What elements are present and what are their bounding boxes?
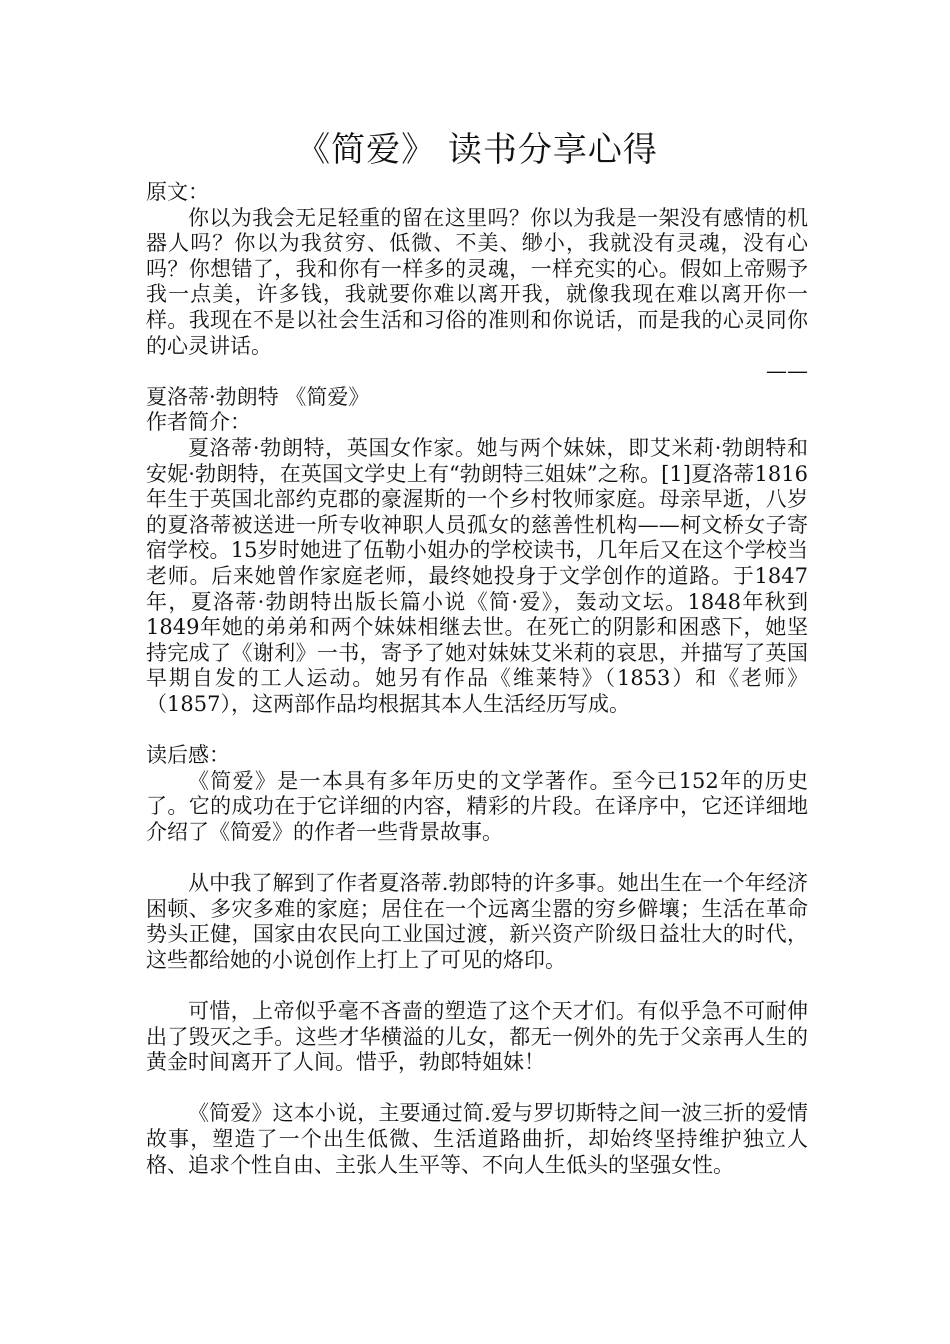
- paragraph-gap: [146, 845, 808, 871]
- review-paragraph-1: 《简爱》是一本具有多年历史的文学著作。至今已152年的历史了。它的成功在于它详细的内容，精彩的片段。在译序中，它还详细地介绍了《简爱》的作者一些背景故事。: [146, 768, 808, 844]
- original-text: 你以为我会无足轻重的留在这里吗？你以为我是一架没有感情的机器人吗？你以为我贫穷、低微、不美、缈小，我就没有灵魂，没有心吗？你想错了，我和你有一样多的灵魂，一样充实的心。假如上帝赐予我一点美，许多钱，我就要你难以离开我，就像我现在难以离开你一样。我现在不是以社会生活和习俗的准则和你说话，而是我的心灵同你的心灵讲话。: [146, 205, 808, 358]
- section-gap: [146, 717, 808, 743]
- author-section: [146, 410, 808, 717]
- attribution-dash: ——: [766, 359, 808, 384]
- review-label: 读后感：: [146, 743, 230, 768]
- document-page: [146, 120, 808, 1178]
- original-section: [146, 180, 808, 410]
- attribution: 夏洛蒂·勃朗特 《简爱》: [146, 384, 370, 409]
- review-paragraph-3: 可惜，上帝似乎毫不吝啬的塑造了这个天才们。有似乎急不可耐伸出了毁灭之手。这些才华横溢的儿女，都无一例外的先于父亲再人生的黄金时间离开了人间。惜乎，勃郎特姐妹！: [146, 999, 808, 1075]
- review-paragraph-4: 《简爱》这本小说，主要通过简.爱与罗切斯特之间一波三折的爱情故事，塑造了一个出生低微、生活道路曲折，却始终坚持维护独立人格、追求个性自由、主张人生平等、不向人生低头的坚强女性。: [146, 1101, 808, 1177]
- original-label: 原文：: [146, 180, 209, 204]
- document-title: 《简爱》 读书分享心得: [296, 130, 658, 170]
- review-paragraph-2: 从中我了解到了作者夏洛蒂.勃郎特的许多事。她出生在一个年经济困顿、多灾多难的家庭；居住在一个远离尘嚣的穷乡僻壤；生活在革命势头正健，国家由农民向工业国过渡，新兴资产阶级日益壮大的时代，这些都给她的小说创作上打上了可见的烙印。: [146, 871, 808, 972]
- author-label: 作者简介：: [146, 410, 251, 435]
- review-section: [146, 743, 808, 1178]
- paragraph-gap: [146, 973, 808, 999]
- paragraph-gap: [146, 1076, 808, 1102]
- author-text: 夏洛蒂·勃朗特，英国女作家。她与两个妹妹，即艾米莉·勃朗特和安妮·勃朗特，在英国文学史上有“勃朗特三姐妹”之称。[1]夏洛蒂1816年生于英国北部约克郡的豪渥斯的一个乡村牧师家庭。母亲早逝，八岁的夏洛蒂被送进一所专收神职人员孤女的慈善性机构——柯文桥女子寄宿学校。15岁时她进了伍勒小姐办的学校读书，几年后又在这个学校当老师。后来她曾作家庭老师，最终她投身于文学创作的道路。于1847年，夏洛蒂·勃朗特出版长篇小说《简·爱》，轰动文坛。1848年秋到1849年她的弟弟和两个妹妹相继去世。在死亡的阴影和困惑下，她坚持完成了《谢利》一书，寄予了她对妹妹艾米莉的哀思，并描写了英国早期自发的工人运动。她另有作品《维莱特》（1853）和《老师》（1857），这两部作品均根据其本人生活经历写成。: [146, 435, 808, 716]
